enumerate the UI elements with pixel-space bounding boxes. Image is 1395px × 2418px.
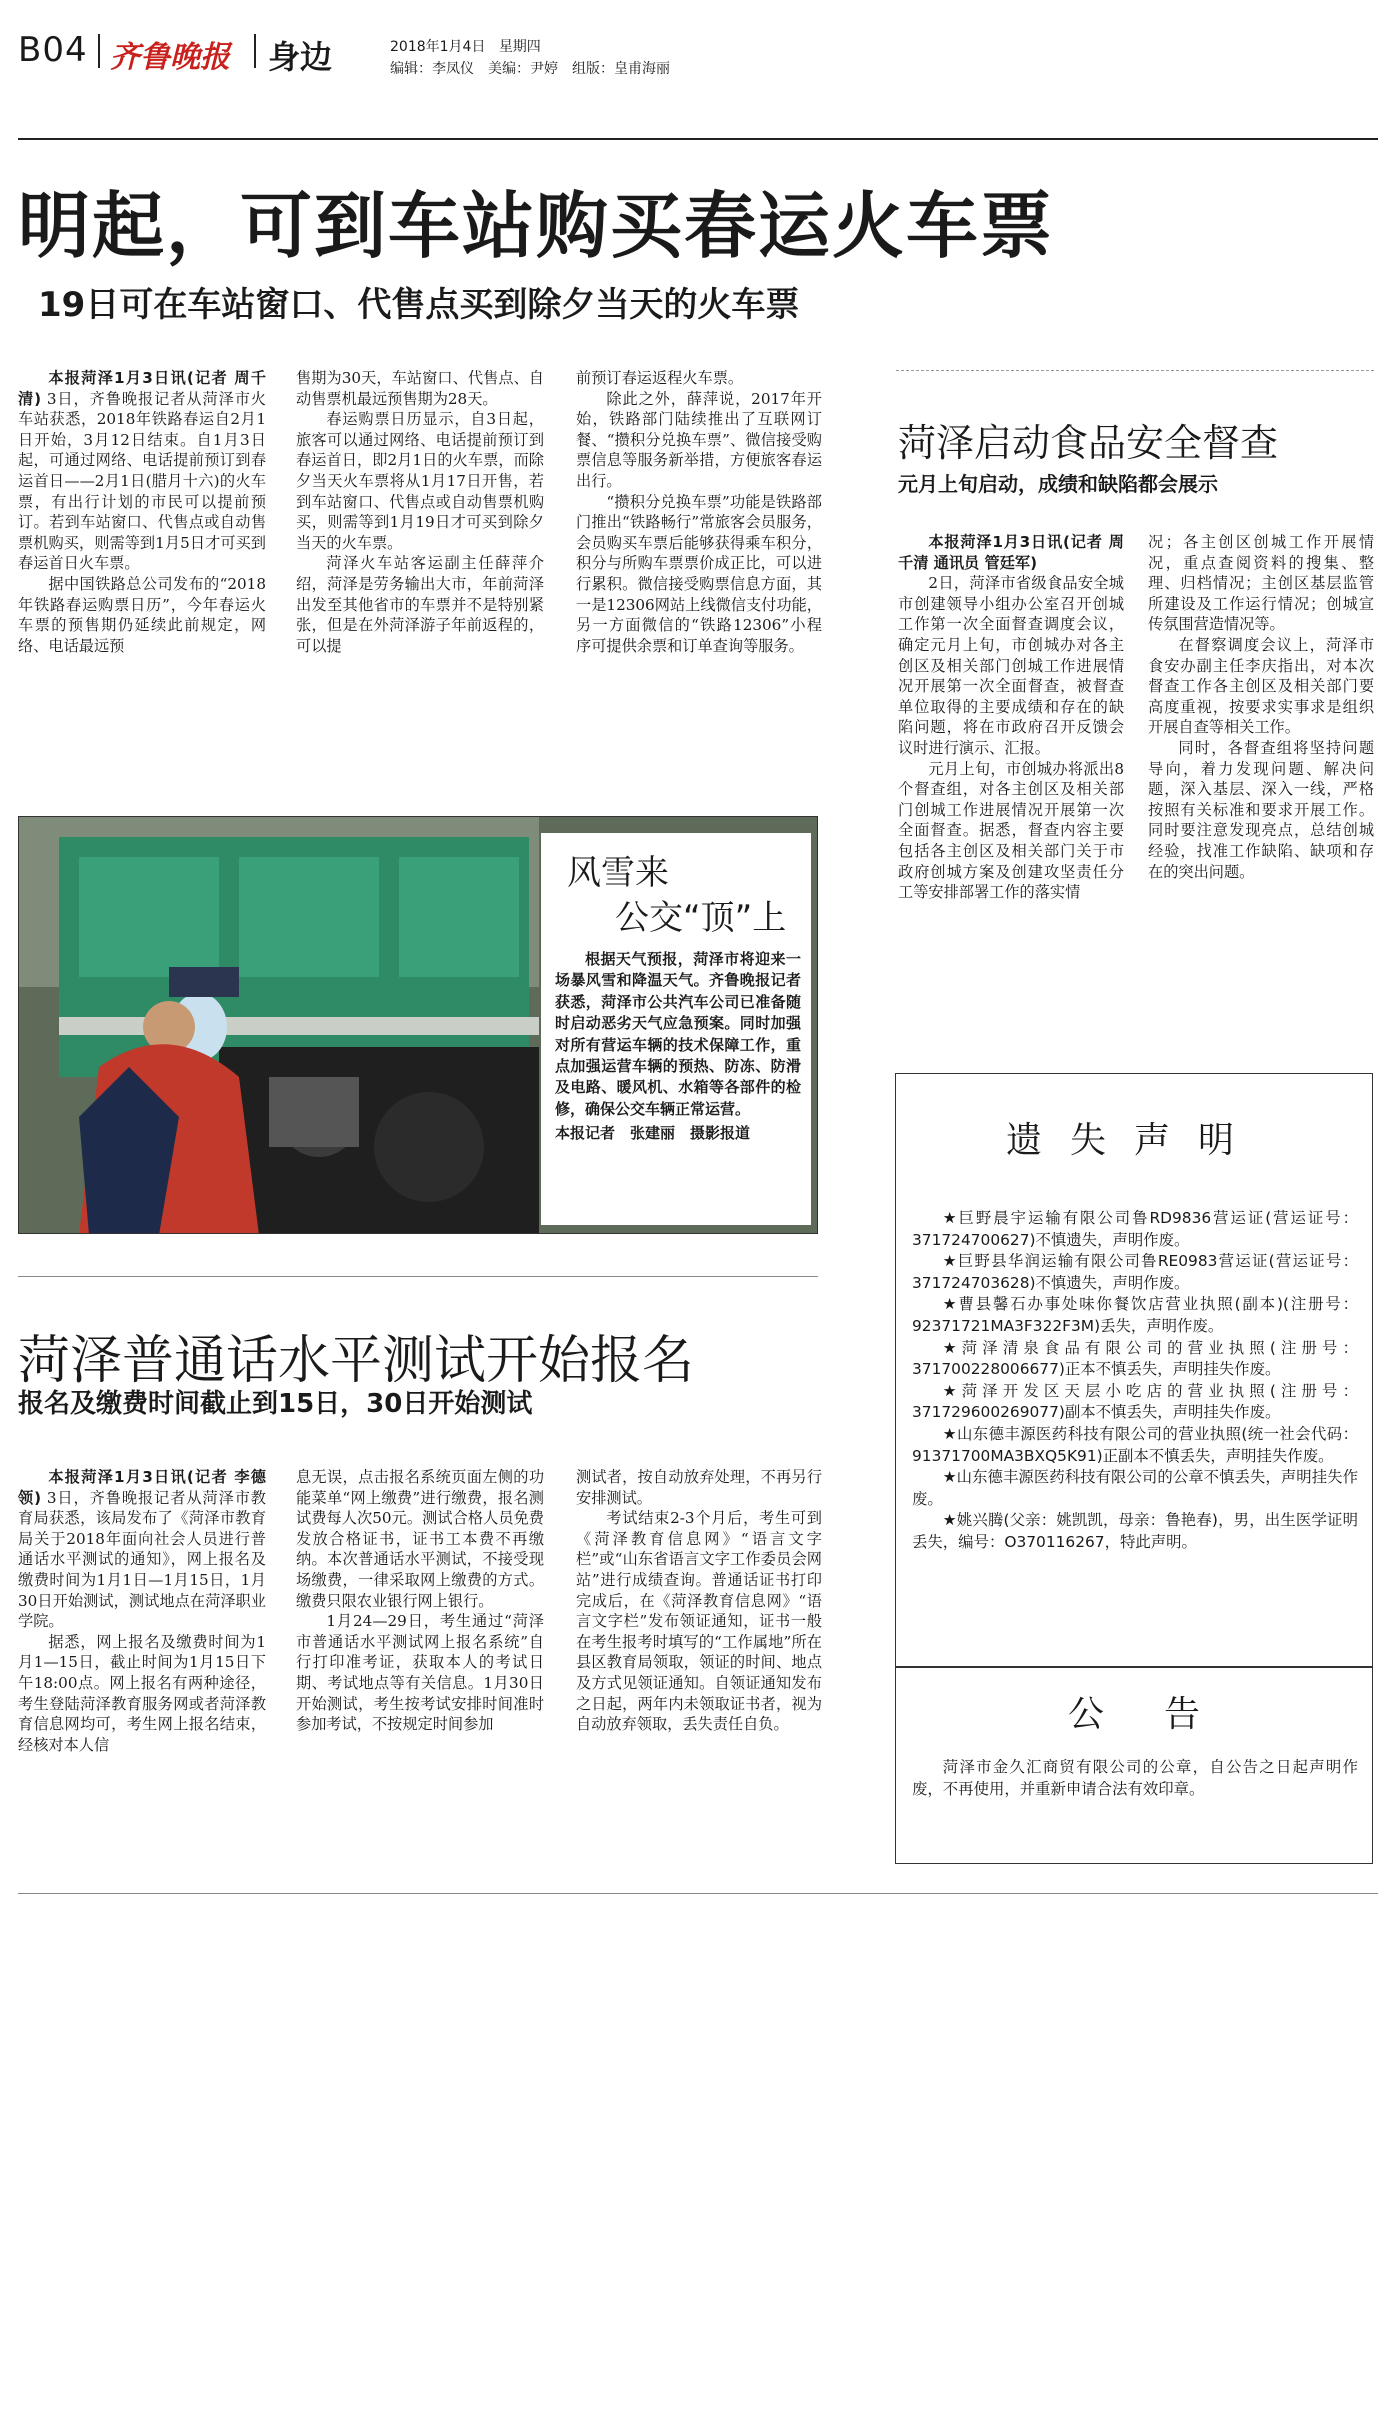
article1-paragraph: 售期为30天，车站窗口、代售点、自动售票机最远预售期为28天。 [296,369,544,408]
lost-notice-item: ★山东德丰源医药科技有限公司的公章不慎丢失，声明挂失作废。 [912,1468,1358,1508]
art-credit: 美编：尹婷 [488,61,558,77]
lost-notice-item: ★菏泽开发区天层小吃店的营业执照(注册号：371729600269077)副本不慎丢失，声明挂失作废。 [912,1381,1358,1422]
article1-lead: 本报菏泽1月3日讯(记者 周千清) [18,369,266,408]
article3-headline: 菏泽普通话水平测试开始报名 [18,1331,695,1391]
article1-paragraph: 前预订春运返程火车票。 [576,369,744,387]
article1-headline: 明起，可到车站购买春运火车票 [18,184,1055,268]
lost-notice-item: ★巨野县华润运输有限公司鲁RE0983营运证(营运证号：371724703628)不慎遗失，声明作废。 [912,1252,1358,1292]
newspaper-logo: 齐鲁晚报 [110,40,230,75]
article3-paragraph: 据悉，网上报名及缴费时间为1月1—15日，截止时间为1月15日下午18:00点。网上报名有两种途径，考生登陆菏泽教育服务网或者菏泽教育信息网均可，考生网上报名结束，经核对本人信 [18,1632,266,1754]
masthead-rule [18,138,1378,140]
article2-paragraph: 在督察调度会议上，菏泽市食安办副主任李庆指出，对本次督查工作各主创区及相关部门要高度重视，按要求实事求是组织开展自查等相关工作。 [1148,635,1374,737]
lost-notice-title: 遗失声明 [1005,1120,1262,1161]
notice-divider [896,1666,1372,1668]
article2-headline: 菏泽启动食品安全督查 [898,421,1279,465]
article3-column-1 [18,1467,266,1755]
article1-paragraph: 据中国铁路总公司发布的“2018年铁路春运购票日历”，今年春运火车票的预售期仍延续此前规定，网络、电话最远预 [18,574,266,655]
article2-subhead: 元月上旬启动，成绩和缺陷都会展示 [898,472,1218,496]
issue-date-line [390,36,541,56]
lost-notice-item: ★曹县馨石办事处味你餐饮店营业执照(副本)(注册号：92371721MA3F322F3M)丢失，声明作废。 [912,1295,1358,1335]
masthead [18,30,1378,77]
masthead-divider [254,34,256,68]
lost-notice-item: ★巨野晨宇运输有限公司鲁RD9836营运证(营运证号：371724700627)不慎遗失，声明作废。 [912,1209,1358,1249]
photo-title-line2: 公交“顶”上 [615,898,787,938]
notice-box [895,1073,1373,1864]
article2-paragraph: 同时，各督查组将坚持问题导向，着力发现问题、解决问题，深入基层、深入一线，严格按照有关标准和要求开展工作。同时要注意发现亮点，总结创城经验，找准工作缺陷、缺项和存在的突出问题。 [1148,738,1374,881]
issue-date: 2018年1月4日 [390,39,486,55]
article2-paragraph: 况；各主创区创城工作开展情况，重点查阅资料的搜集、整理、归档情况；主创区基层监管所建设及工作运行情况；创城宣传氛围营造情况等。 [1148,533,1374,634]
lost-notice-item: ★菏泽清泉食品有限公司的营业执照(注册号：371700228006677)正本不慎丢失，声明挂失作废。 [912,1338,1358,1379]
article1-paragraph: 菏泽火车站客运副主任薛萍介绍，菏泽是劳务输出大市，年前菏泽出发至其他省市的车票并不是特别紧张，但是在外菏泽游子年前返程的，可以提 [296,554,544,655]
article3-paragraph: 息无误，点击报名系统页面左侧的功能菜单“网上缴费”进行缴费，报名测试费每人次50元。测试合格人员免费发放合格证书，证书工本费不再缴纳。本次普通话水平测试，不接受现场缴费，一律采取网上缴费的方式。缴费只限农业银行网上银行。 [296,1468,544,1610]
issue-weekday: 星期四 [498,39,541,55]
article3-subhead: 报名及缴费时间截止到15日，30日开始测试 [18,1389,533,1419]
article2-column-2 [1148,532,1374,882]
article2-column-1 [898,532,1124,903]
masthead-divider [98,34,100,68]
credits-line [390,58,684,78]
article1-paragraph: 除此之外，薛萍说，2017年开始，铁路部门陆续推出了互联网订餐、“攒积分兑换车票”、微信接受购票信息等服务新举措，方便旅客春运出行。 [576,389,822,490]
photo-caption-text: 根据天气预报，菏泽市将迎来一场暴风雪和降温天气。齐鲁晚报记者获悉，菏泽市公共汽车公司已准备随时启动恶劣天气应急预案。同时加强对所有营运车辆的技术保障工作，重点加强运营车辆的预热、防冻、防滑及电路、暖风机、水箱等各部件的检修，确保公交车辆正常运营。 [555,950,801,1118]
photo-credit: 本报记者 张建丽 摄影报道 [555,1124,751,1143]
article3-lead: 本报菏泽1月3日讯(记者 李德领) [18,1468,266,1507]
announcement-text: 菏泽市金久汇商贸有限公司的公章，自公告之日起声明作废，不再使用，并重新申请合法有效印章。 [912,1758,1358,1798]
article1-subhead: 19日可在车站窗口、代售点买到除夕当天的火车票 [38,285,800,325]
article2-top-rule [896,370,1374,371]
article3-paragraph: 考试结束2-3个月后，考生可到《菏泽教育信息网》“语言文字栏”或“山东省语言文字工作委员会网站”进行成绩查询。普通话证书打印完成后，在《菏泽教育信息网》“语言文字栏”发布领证通知，证书一般在考生报考时填写的“工作属地”所在县区教育局领取，领证的时间、地点及方式见领证通知。自领证通知发布之日起，两年内未领取证书者，视为自动放弃领取，丢失责任自负。 [576,1509,822,1734]
section-name: 身边 [268,38,333,76]
article1-paragraph: 3日，齐鲁晚报记者从菏泽市火车站获悉，2018年铁路春运自2月1日开始，3月12日结束。自1月3日起，可通过网络、电话提前预订到春运首日——2月1日(腊月十六)的火车票，有出行计划的市民可以提前预订。若到车站窗口、代售点或自动售票机购买，则需等到1月5日才可买到春运首日火车票。 [18,389,266,573]
article3-column-3 [576,1467,822,1735]
article2-lead: 本报菏泽1月3日讯(记者 周千清 通讯员 管廷军) [898,533,1124,572]
article3-top-rule [18,1276,818,1277]
photo-title-line1: 风雪来 [567,853,669,893]
article1-column-3 [576,368,822,656]
article3-paragraph: 3日，齐鲁晚报记者从菏泽市教育局获悉，该局发布了《菏泽市教育局关于2018年面向社会人员进行普通话水平测试的通知》，网上报名及缴费时间为1月1日—1月15日，1月30日开始测试，测试地点在菏泽职业学院。 [18,1488,266,1631]
article3-paragraph: 1月24—29日，考生通过“菏泽市普通话水平测试网上报名系统”自行打印准考证，获取本人的考试日期、考试地点等有关信息。1月30日开始测试，考生按考试安排时间准时参加考试，不按规定时间参加 [296,1612,544,1734]
lost-notice-item: ★姚兴腾(父亲：姚凯凯，母亲：鲁艳春)，男，出生医学证明丢失，编号：O370116267，特此声明。 [912,1511,1358,1551]
article2-paragraph: 元月上旬，市创城办将派出8个督查组，对各主创区及相关部门创城工作进展情况开展第一次全面督查。据悉，督查内容主要包括各主创区及相关部门关于市政府创城方案及创建攻坚责任分工等安排部署工作的落实情 [898,759,1124,902]
lost-notice-item: ★山东德丰源医药科技有限公司的营业执照(统一社会代码：91371700MA3BXQ5K91)正副本不慎丢失，声明挂失作废。 [912,1424,1358,1465]
layout-credit: 组版：皇甫海丽 [572,61,670,77]
article1-paragraph: 春运购票日历显示，自3日起，旅客可以通过网络、电话提前预订到春运首日，即2月1日的火车票，而除夕当天火车票将从1月17日开售，若到车站窗口、代售点或自动售票机购买，则需等到1月19日才可买到除夕当天的火车票。 [296,410,544,552]
article1-paragraph: “攒积分兑换车票”功能是铁路部门推出“铁路畅行”常旅客会员服务，会员购买车票后能够获得乘车积分，积分与所购车票票价成正比，可以进行累积。微信接受购票信息方面，其一是12306网站上线微信支付功能，另一方面微信的“铁路12306”小程序可提供余票和订单查询等服务。 [576,492,822,655]
article3-column-2 [296,1467,544,1735]
article3-paragraph: 测试者，按自动放弃处理，不再另行安排测试。 [576,1468,822,1507]
article2-paragraph: 2日，菏泽市省级食品安全城市创建领导小组办公室召开创城工作第一次全面督查调度会议，确定元月上旬，市创城办对各主创区及相关部门创城工作进展情况开展第一次全面督查，被督查单位取得的主要成绩和存在的缺陷问题，将在市政府召开反馈会议时进行演示、汇报。 [898,574,1124,757]
editor-credit: 编辑：李凤仪 [390,61,474,77]
photo-caption-box [541,833,811,1225]
news-photo [18,816,818,1234]
article1-column-1 [18,368,266,656]
article1-column-2 [296,368,544,656]
announcement-title: 公告 [1067,1694,1260,1735]
page-bottom-rule [18,1893,1378,1894]
page-number: B04 [18,30,88,70]
lost-notice-list [912,1208,1358,1554]
